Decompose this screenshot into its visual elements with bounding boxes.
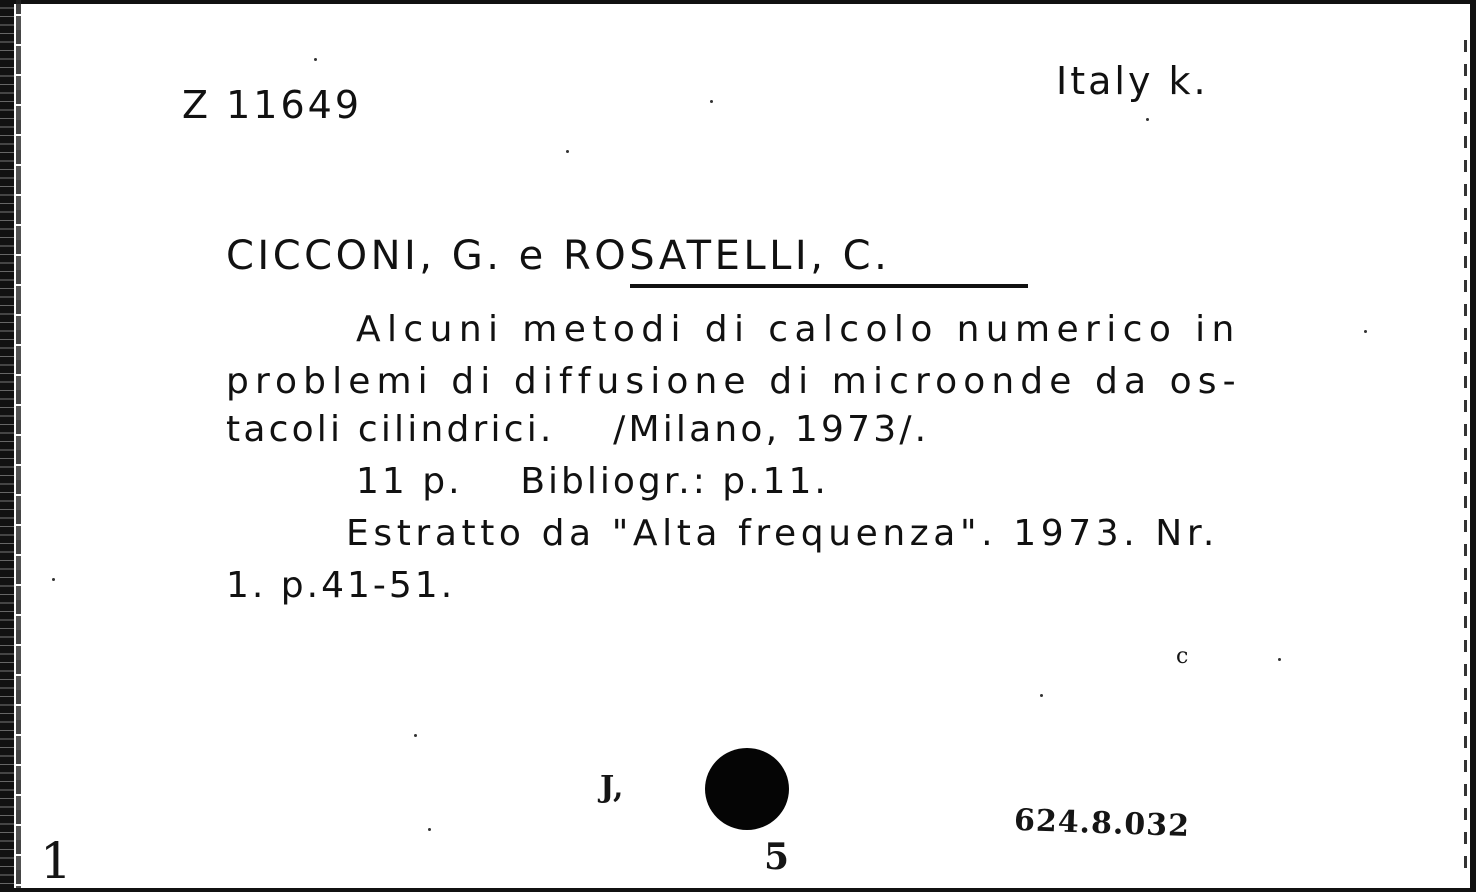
author-line: CICCONI, G. e ROSATELLI, C. <box>226 233 891 279</box>
title-line-1: Alcuni metodi di calcolo numerico in <box>356 309 1241 350</box>
author-underline <box>630 284 1028 288</box>
country-heading: Italy k. <box>1056 59 1209 103</box>
handwritten-classmark: 624.8.032 <box>1013 802 1191 845</box>
collation-line: 11 p. Bibliogr.: p.11. <box>356 461 829 502</box>
handwritten-mark-c: c <box>1176 644 1189 669</box>
speck <box>414 734 417 737</box>
speck <box>1146 118 1149 121</box>
note-line-2: 1. p.41-51. <box>226 565 456 606</box>
card-right-edge-shadow <box>1464 40 1467 870</box>
card-left-edge-shadow <box>16 0 21 892</box>
card-top-edge <box>0 0 1476 4</box>
note-line-1: Estratto da "Alta frequenza". 1973. Nr. <box>346 513 1219 554</box>
speck <box>428 828 431 831</box>
speck <box>566 150 569 153</box>
handwritten-mark-j: J, <box>600 770 624 805</box>
call-number: Z 11649 <box>182 83 362 127</box>
speck <box>710 100 713 103</box>
speck <box>1364 330 1367 333</box>
card-left-edge <box>0 0 14 892</box>
punch-hole <box>705 748 789 830</box>
speck <box>52 578 55 581</box>
speck <box>1040 694 1043 697</box>
speck <box>314 58 317 61</box>
card-right-edge <box>1470 0 1476 892</box>
handwritten-mark-5: 5 <box>764 836 790 878</box>
handwritten-mark-1: 1 <box>40 832 72 890</box>
title-line-3: tacoli cilindrici. /Milano, 1973/. <box>226 409 930 450</box>
card-bottom-edge <box>0 888 1476 892</box>
speck <box>1278 658 1281 661</box>
title-line-2: problemi di diffusione di microonde da os- <box>226 361 1242 402</box>
